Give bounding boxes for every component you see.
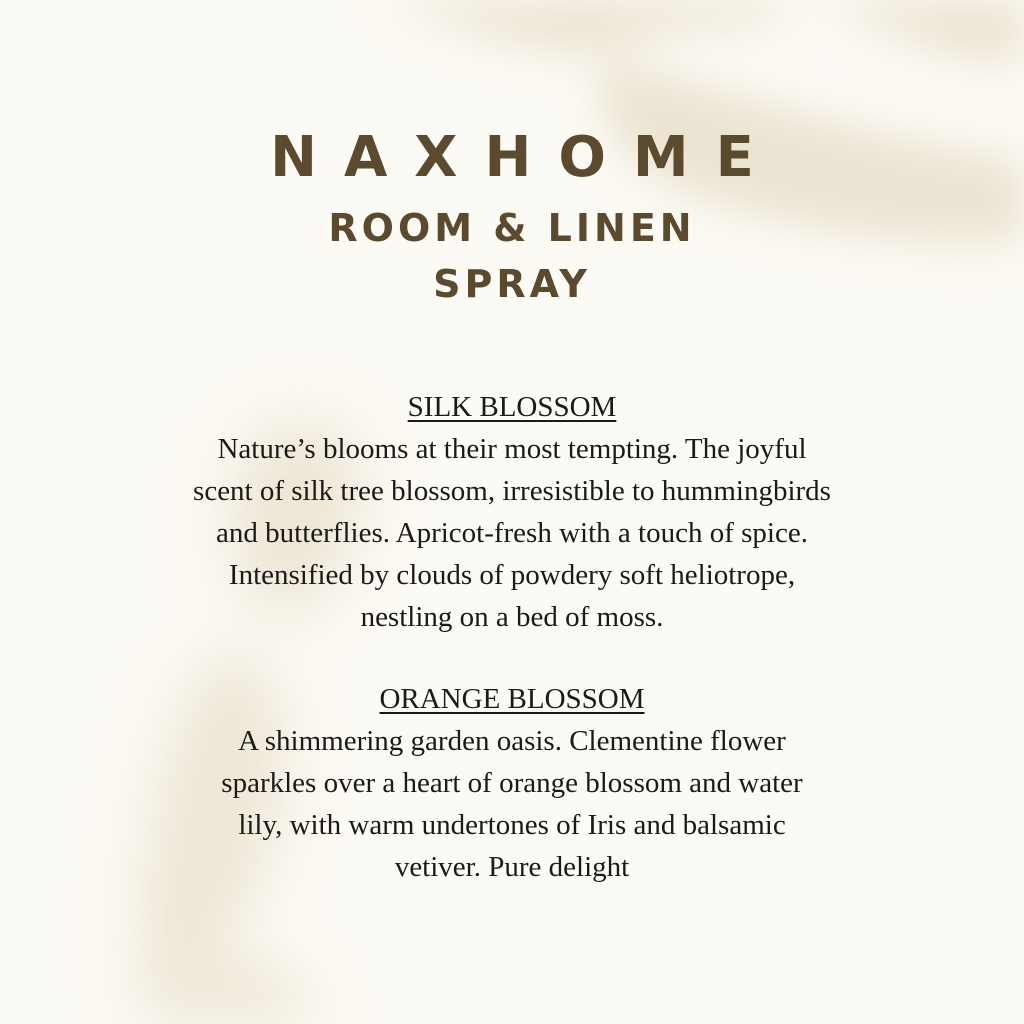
scent-description-line: sparkles over a heart of orange blossom and water — [221, 767, 803, 799]
scent-description-line: Nature’s blooms at their most tempting. The joyful — [217, 433, 807, 465]
brand-name: NAXHOME — [270, 125, 781, 190]
scent-title: SILK BLOSSOM — [407, 391, 617, 423]
scent-section-silk-blossom — [0, 386, 1024, 638]
scent-description-line: scent of silk tree blossom, irresistible to hummingbirds — [193, 475, 831, 507]
scent-description-line: Intensified by clouds of powdery soft heliotrope, — [228, 559, 796, 591]
scent-description-line: A shimmering garden oasis. Clementine flower — [238, 725, 786, 757]
scent-description-line: nestling on a bed of moss. — [360, 601, 664, 633]
scent-section-orange-blossom — [0, 678, 1024, 888]
scent-title: ORANGE BLOSSOM — [379, 683, 645, 715]
scent-description-line: vetiver. Pure delight — [394, 851, 630, 883]
scent-description-line: and butterflies. Apricot-fresh with a touch of spice. — [216, 517, 808, 549]
product-type — [0, 200, 1024, 312]
scent-description-line: lily, with warm undertones of Iris and balsamic — [238, 809, 786, 841]
product-type-line-2: SPRAY — [433, 262, 591, 306]
product-type-line-1: ROOM & LINEN — [328, 206, 696, 250]
